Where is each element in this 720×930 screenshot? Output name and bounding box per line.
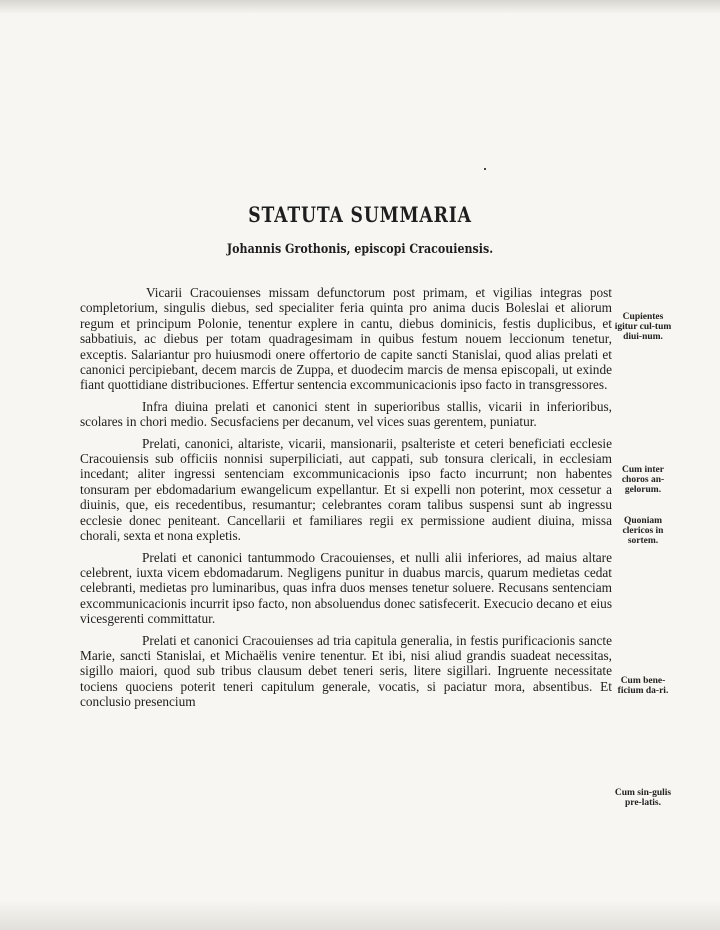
paragraph: Prelati et canonici tantummodo Cracouienses, et nulli alii inferiores, ad maius altare celebrent, iuxta vicem ebdomadarum. Negligens punitur in duabus marcis, quarum medietas cedat celebranti, medietas pro luminaribus, quas infra duos menses tenetur soluere. Recusans sentenciam excommunicacionis incurrit ipso facto, non absoluendus donec satisfecerit. Execucio decano et eius vicesgerenti committatur. — [80, 549, 612, 627]
page-title: STATUTA SUMMARIA — [248, 202, 472, 227]
paragraph: Prelati et canonici Cracouienses ad tria capitula generalia, in festis purificacionis sancte Marie, sancti Stanislai, et Michaëlis venire tenentur. Et ibi, nisi aliud grandis suadeat necessitas, sigillo maiori, quod sub tribus clausum debet teneri seris, litere sigillari. Ingruente necessitate tociens quociens poterit teneri capitulum generale, vocatis, si paciatur mora, absentibus. Et conclusio presencium — [80, 632, 612, 710]
page-top-edge — [0, 0, 720, 14]
margin-note: Quoniam clericos in sortem. — [622, 516, 664, 546]
paragraph: Infra diuina prelati et canonici stent in superioribus stallis, vicarii in inferioribus, scolares in chori medio. Secusfaciens per decanum, vel vices suas gerentem, puniatur. — [80, 398, 612, 430]
margin-note: Cum sin-gulis pre-latis. — [614, 788, 672, 808]
margin-note: Cum bene-ficium da-ri. — [617, 676, 669, 696]
paragraph: Vicarii Cracouienses missam defunctorum post primam, et vigilias integras post completorium, singulis diebus, sed specialiter feria quinta pro anima ducis Boleslai et aliorum regum et principum Polonie, tenentur explere in cantu, diebus dominicis, festis duplicibus, et sabbatiuis, ac diebus per totam quadragesimam in quibus festum nouem leccionum tenetur, exceptis. Salariantur pro huiusmodi onere offertorio de capite sancti Stanislai, quod alias prelati et canonici percipiebant, decem marcis de Zuppa, et duodecim marcis de mensa episcopali, ut exinde fiant quottidiane distribuciones. Effertur sentencia excommunicacionis ipso facto in transgressores. — [80, 285, 612, 393]
page-bottom-edge — [0, 900, 720, 930]
margin-note: Cum inter choros an-gelorum. — [621, 465, 665, 495]
margin-note: Cupientes igitur cul-tum diui-num. — [614, 312, 672, 342]
ink-speck — [484, 168, 486, 170]
paragraph: Prelati, canonici, altariste, vicarii, mansionarii, psalteriste et ceteri beneficiati ecclesie Cracouiensis sub officiis nonnisi superpiliciati, aut cappati, sub tonsura clericali, in ecclesiam incedant; aliter ingressi sentenciam excommunicacionis ipso facto incurrunt; non habentes tonsuram per ebdomadarium ewangelicum expellantur. Et si expelli non poterint, mox cessetur a diuinis, que, eis recedentibus, resumantur; celebrantes coram talibus suspensi sunt ab ingressu ecclesie donec peniteant. Cancellarii et familiares regii ex permissione audient diuina, missa chorali, sexta et nona expletis. — [80, 435, 612, 544]
body-text — [80, 285, 612, 716]
page-subtitle: Johannis Grothonis, episcopi Cracouiensis. — [226, 242, 494, 257]
